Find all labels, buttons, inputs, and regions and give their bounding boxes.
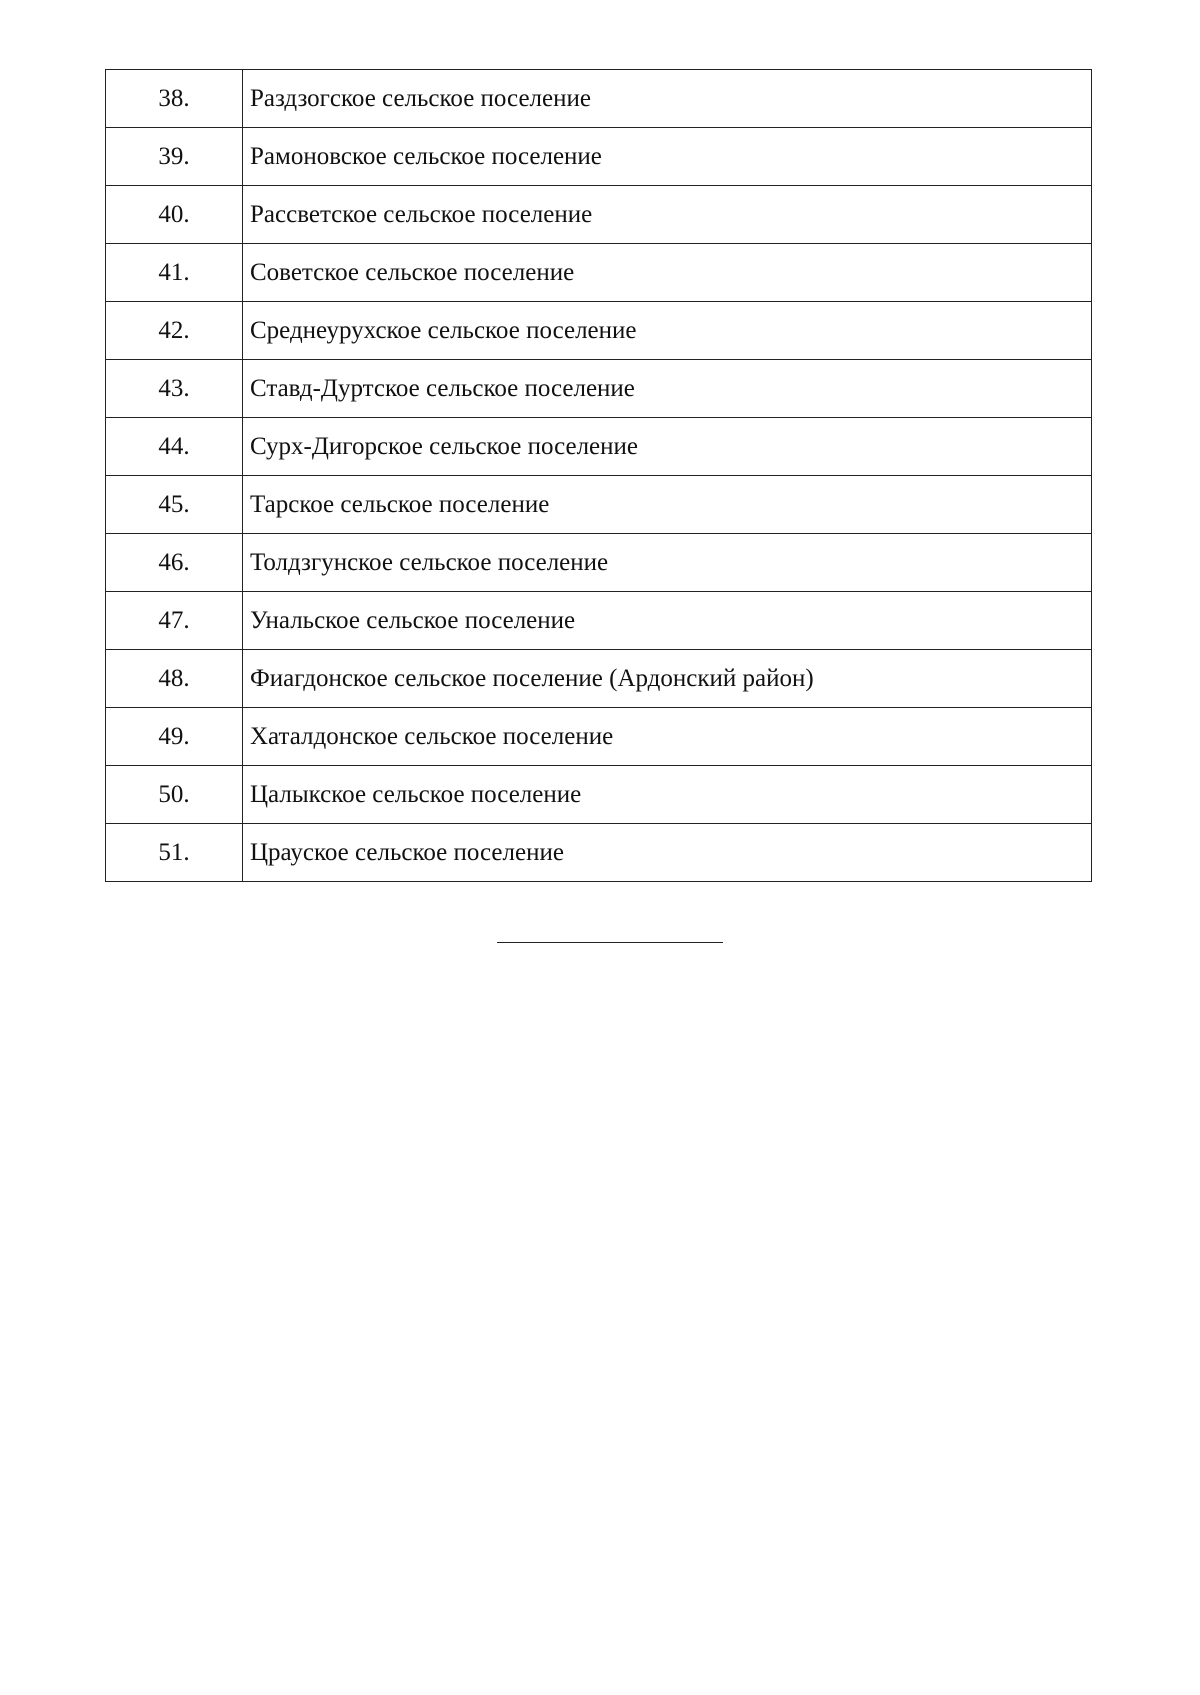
settlement-name: Рамоновское сельское поселение	[243, 128, 1092, 186]
table-row	[106, 824, 1092, 882]
settlement-name: Цалыкское сельское поселение	[243, 766, 1092, 824]
table-row	[106, 592, 1092, 650]
table-row	[106, 418, 1092, 476]
table-row	[106, 360, 1092, 418]
settlement-name: Рассветское сельское поселение	[243, 186, 1092, 244]
settlement-name: Среднеурухское сельское поселение	[243, 302, 1092, 360]
row-number: 44.	[106, 418, 243, 476]
table-row	[106, 70, 1092, 128]
table-row	[106, 244, 1092, 302]
row-number: 41.	[106, 244, 243, 302]
settlement-name: Хаталдонское сельское поселение	[243, 708, 1092, 766]
row-number: 48.	[106, 650, 243, 708]
table-row	[106, 302, 1092, 360]
row-number: 40.	[106, 186, 243, 244]
table-row	[106, 650, 1092, 708]
settlements-table-body	[106, 70, 1092, 882]
row-number: 42.	[106, 302, 243, 360]
table-row	[106, 708, 1092, 766]
table-row	[106, 476, 1092, 534]
table-row	[106, 186, 1092, 244]
settlement-name: Толдзгунское сельское поселение	[243, 534, 1092, 592]
settlement-name: Ставд-Дуртское сельское поселение	[243, 360, 1092, 418]
settlement-name: Унальское сельское поселение	[243, 592, 1092, 650]
row-number: 39.	[106, 128, 243, 186]
row-number: 51.	[106, 824, 243, 882]
row-number: 49.	[106, 708, 243, 766]
closing-divider-line	[497, 942, 723, 943]
settlement-name: Тарское сельское поселение	[243, 476, 1092, 534]
row-number: 46.	[106, 534, 243, 592]
table-row	[106, 128, 1092, 186]
settlements-table	[105, 69, 1092, 882]
row-number: 38.	[106, 70, 243, 128]
settlement-name: Сурх-Дигорское сельское поселение	[243, 418, 1092, 476]
row-number: 43.	[106, 360, 243, 418]
row-number: 50.	[106, 766, 243, 824]
row-number: 47.	[106, 592, 243, 650]
table-row	[106, 766, 1092, 824]
row-number: 45.	[106, 476, 243, 534]
table-row	[106, 534, 1092, 592]
settlement-name: Раздзогское сельское поселение	[243, 70, 1092, 128]
settlement-name: Фиагдонское сельское поселение (Ардонский район)	[243, 650, 1092, 708]
settlement-name: Советское сельское поселение	[243, 244, 1092, 302]
settlement-name: Црауское сельское поселение	[243, 824, 1092, 882]
